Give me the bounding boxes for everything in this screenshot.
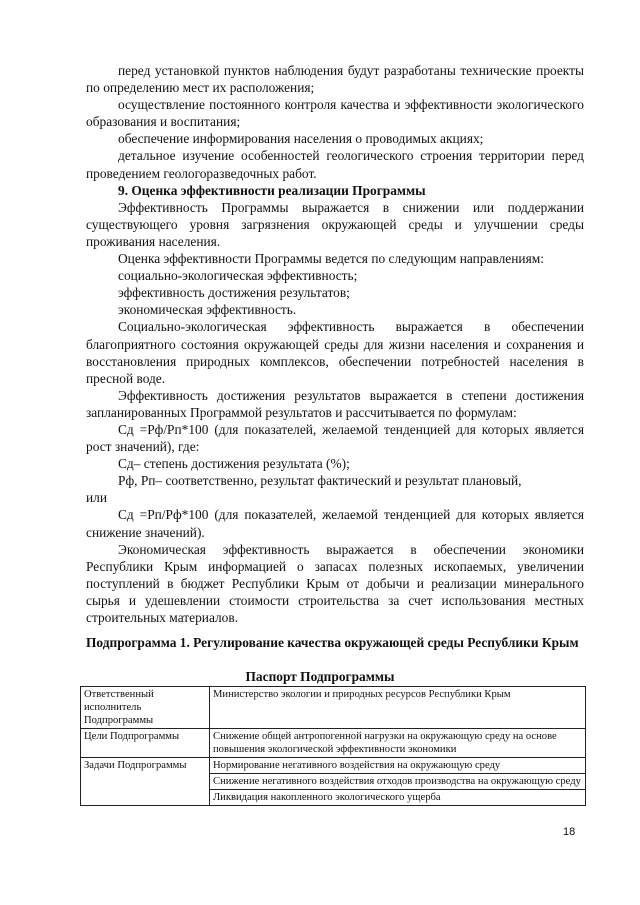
- table-cell-value: Снижение негативного воздействия отходов производства на окружающую среду: [210, 774, 586, 790]
- table-cell-value: Нормирование негативного воздействия на окружающую среду: [210, 758, 586, 774]
- page-number: 18: [563, 826, 576, 838]
- table-row: [81, 729, 586, 758]
- paragraph: Оценка эффективности Программы ведется по следующим направлениям:: [118, 251, 544, 267]
- formula-legend: Рф, Рп– соответственно, результат фактический и результат плановый,: [118, 473, 522, 489]
- table-cell-value: Министерство экологии и природных ресурсов Республики Крым: [210, 687, 586, 729]
- paragraph: осуществление постоянного контроля качества и эффективности экологического образования и воспитания;: [86, 97, 584, 130]
- paragraph: обеспечение информирования населения о проводимых акциях;: [118, 131, 484, 147]
- paragraph: Экономическая эффективность выражается в обеспечении экономики Республики Крым информацией о запасах полезных ископаемых, увеличении поступлений в бюджет Республики Крым от добычи и реализации минерального сырья и удешевлении стоимости строительства за счет использования местных строительных материалов.: [86, 541, 584, 625]
- subprogram-title: Подпрограмма 1. Регулирование качества окружающей среды Республики Крым: [86, 635, 579, 650]
- list-item: социально-экологическая эффективность;: [118, 268, 358, 284]
- formula-paragraph: Сд =Рп/Рф*100 (для показателей, желаемой тенденцией для которых является снижение значений).: [86, 507, 584, 540]
- table-row: [81, 687, 586, 729]
- table-cell-label: Ответственный исполнитель Подпрограммы: [81, 687, 210, 729]
- body-text: [86, 62, 584, 626]
- formula-paragraph: Сд =Рф/Рп*100 (для показателей, желаемой тенденцией для которых является рост значений), где:: [86, 421, 584, 455]
- list-item: экономическая эффективность.: [118, 302, 297, 318]
- table-cell-label: Задачи Подпрограммы: [81, 758, 210, 806]
- list-item: эффективность достижения результатов;: [118, 285, 350, 301]
- formula-legend: Сд– степень достижения результата (%);: [118, 456, 350, 472]
- paragraph: детальное изучение особенностей геологического строения территории перед проведением геологоразведочных работ.: [86, 148, 584, 181]
- passport-table: [80, 686, 586, 806]
- connector-text: или: [86, 490, 108, 506]
- paragraph: Эффективность достижения результатов выражается в степени достижения запланированных Программой результатов и рассчитывается по формулам:: [86, 387, 584, 420]
- table-cell-value: Снижение общей антропогенной нагрузки на окружающую среду на основе повышения экологической эффективности экономики: [210, 729, 586, 758]
- table-row: [81, 758, 586, 774]
- paragraph: Социально-экологическая эффективность выражается в обеспечении благоприятного состояния окружающей среды для жизни населения и сохранения и восстановления природных комплексов, обеспечении потребностей населения в пресной воде.: [86, 319, 584, 386]
- paragraph: Эффективность Программы выражается в снижении или поддержании существующего уровня загрязнения окружающей среды и улучшении среды проживания населения.: [86, 199, 584, 249]
- paragraph: перед установкой пунктов наблюдения будут разработаны технические проекты по определению мест их расположения;: [86, 63, 584, 96]
- section-heading: 9. Оценка эффективности реализации Программы: [118, 182, 426, 198]
- passport-title: Паспорт Подпрограммы: [245, 669, 395, 684]
- table-cell-label: Цели Подпрограммы: [81, 729, 210, 758]
- table-cell-value: Ликвидация накопленного экологического ущерба: [210, 790, 586, 806]
